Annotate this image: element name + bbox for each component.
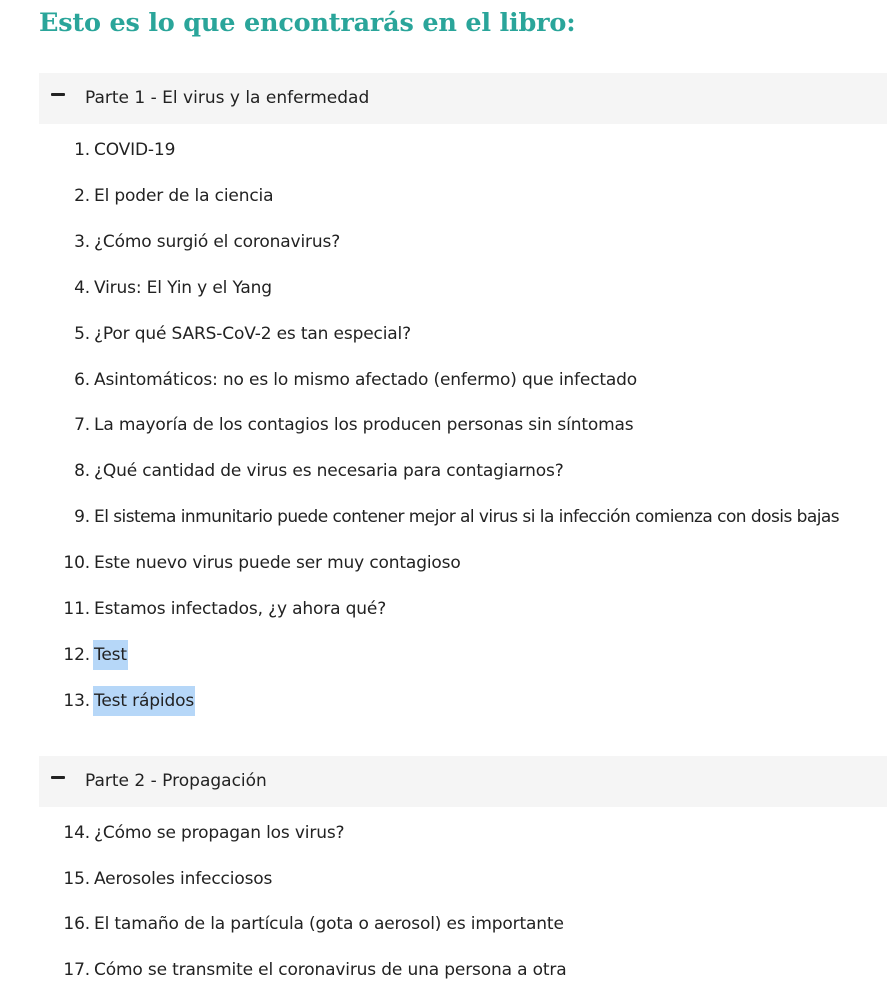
chapter-title: Cómo se transmite el coronavirus de una persona a otra — [94, 960, 567, 980]
chapter-title-selected: Test rápidos — [93, 686, 195, 716]
chapter-title: Este nuevo virus puede ser muy contagioso — [94, 553, 461, 573]
chapter-title: ¿Cómo se propagan los virus? — [94, 823, 345, 843]
chapter-number: 6. — [74, 370, 90, 390]
chapter-title: El sistema inmunitario puede contener mejor al virus si la infección comienza con dosis bajas — [94, 507, 840, 527]
chapter-title: ¿Cómo surgió el coronavirus? — [94, 232, 341, 252]
chapter-title-selected: Test — [93, 640, 128, 670]
chapter-number: 11. — [63, 599, 90, 619]
minus-icon[interactable] — [51, 776, 65, 779]
chapter-number: 15. — [63, 869, 90, 889]
chapter-title: COVID-19 — [94, 140, 176, 160]
chapter-number: 8. — [74, 461, 90, 481]
chapter-number: 3. — [74, 232, 90, 252]
chapter-title: Estamos infectados, ¿y ahora qué? — [94, 599, 387, 619]
chapter-number: 12. — [63, 645, 90, 665]
section-title: Parte 2 - Propagación — [85, 771, 267, 791]
chapter-number: 10. — [63, 553, 90, 573]
chapter-title: La mayoría de los contagios los producen personas sin síntomas — [94, 415, 634, 435]
section-header-parte-1[interactable] — [39, 73, 887, 124]
chapter-title: ¿Qué cantidad de virus es necesaria para contagiarnos? — [94, 461, 564, 481]
chapter-title: ¿Por qué SARS-CoV-2 es tan especial? — [94, 324, 412, 344]
chapter-number: 13. — [63, 691, 90, 711]
chapter-number: 5. — [74, 324, 90, 344]
chapter-title: Virus: El Yin y el Yang — [94, 278, 272, 298]
section-title: Parte 1 - El virus y la enfermedad — [85, 88, 370, 108]
chapter-title: El tamaño de la partícula (gota o aerosol) es importante — [94, 914, 564, 934]
chapter-number: 17. — [63, 960, 90, 980]
chapter-title: Aerosoles infecciosos — [94, 869, 273, 889]
chapter-number: 4. — [74, 278, 90, 298]
chapter-title: El poder de la ciencia — [94, 186, 274, 206]
chapter-number: 16. — [63, 914, 90, 934]
chapter-title: Asintomáticos: no es lo mismo afectado (enfermo) que infectado — [94, 370, 638, 390]
chapter-number: 14. — [63, 823, 90, 843]
minus-icon[interactable] — [51, 93, 65, 96]
page-title: Esto es lo que encontrarás en el libro: — [39, 8, 576, 38]
chapter-number: 9. — [74, 507, 90, 527]
chapter-number: 2. — [74, 186, 90, 206]
chapter-number: 7. — [74, 415, 90, 435]
chapter-number: 1. — [74, 140, 90, 160]
section-header-parte-2[interactable] — [39, 756, 887, 807]
